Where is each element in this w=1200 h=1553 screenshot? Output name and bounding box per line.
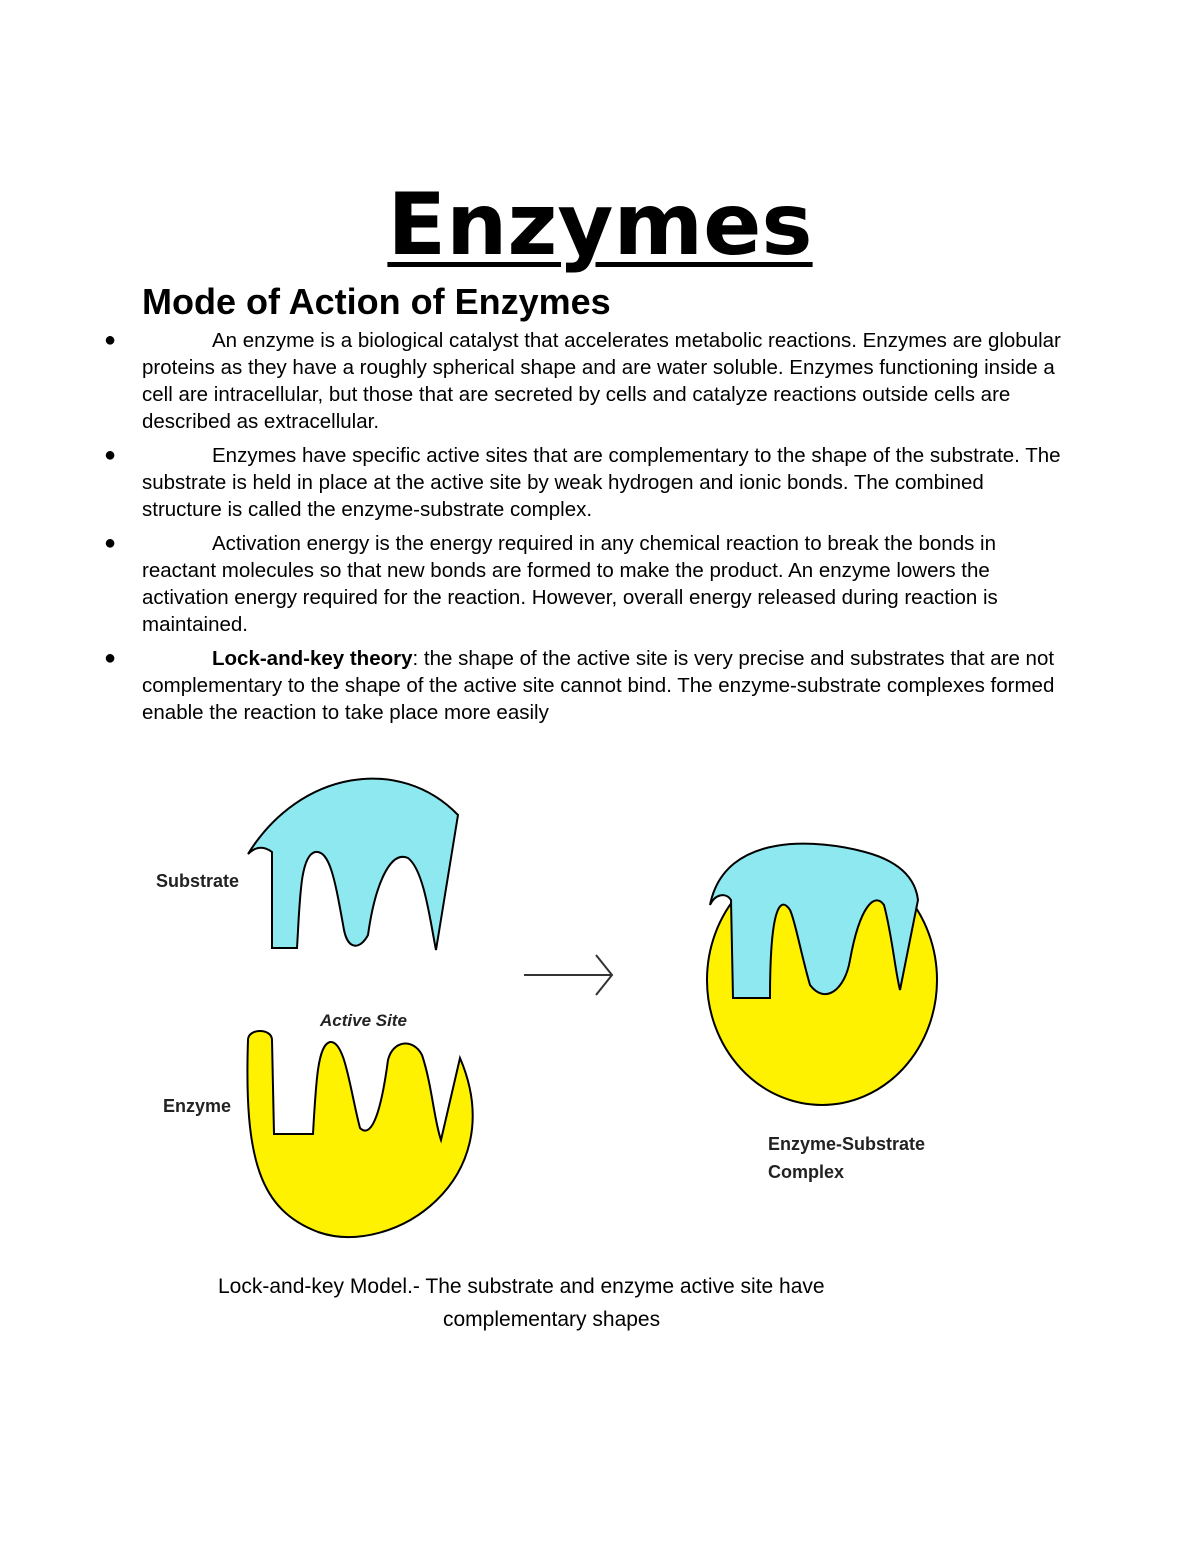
bullet-list: [102, 327, 1062, 733]
enzyme-label: Enzyme: [163, 1096, 232, 1116]
list-item-text: An enzyme is a biological catalyst that accelerates metabolic reactions. Enzymes are globular proteins as they have a roughly spherical shape and are water soluble. Enzymes functioning inside a cell are intracellular, but those that are secreted by cells and catalyze reactions outside cells are described as extracellular.: [142, 329, 1061, 433]
list-item-text: Enzymes have specific active sites that are complementary to the shape of the substrate. The substrate is held in place at the active site by weak hydrogen and ionic bonds. The combined structure is called the enzyme-substrate complex.: [142, 444, 1061, 521]
bullet-icon: ●: [104, 329, 117, 351]
active-site-label: Active Site: [320, 1011, 407, 1030]
page-title-text: Enzymes: [387, 175, 813, 275]
complex-label-line-2: Complex: [768, 1162, 845, 1182]
bullet-icon: ●: [104, 532, 117, 554]
page-title: [0, 170, 1200, 280]
list-item: [102, 327, 1062, 435]
list-item: [102, 645, 1062, 726]
substrate-label: Substrate: [156, 871, 240, 891]
caption-line-1: Lock-and-key Model.- The substrate and enzyme active site have: [218, 1275, 825, 1298]
diagram-caption: [218, 1270, 825, 1336]
section-heading: Mode of Action of Enzymes: [142, 281, 611, 322]
complex-label-line-1: Enzyme-Substrate: [768, 1134, 926, 1154]
bullet-icon: ●: [104, 647, 117, 669]
list-item: [102, 442, 1062, 523]
list-item: [102, 530, 1062, 638]
bold-term: Lock-and-key theory: [212, 647, 413, 670]
lock-and-key-diagram: [140, 770, 960, 1260]
list-item-text: : the shape of the active site is very precise and substrates that are not complementary to the shape of the active site cannot bind. The enzyme-substrate complexes formed enable the reaction to take place more easily: [142, 647, 1055, 724]
enzyme-shape: [247, 1031, 472, 1237]
bullet-icon: ●: [104, 444, 117, 466]
substrate-shape: [248, 779, 458, 950]
list-item-text: Activation energy is the energy required in any chemical reaction to break the bonds in reactant molecules so that new bonds are formed to make the product. An enzyme lowers the activation energy required for the reaction. However, overall energy released during reaction is maintained.: [142, 532, 998, 636]
caption-line-2: complementary shapes: [443, 1308, 661, 1331]
